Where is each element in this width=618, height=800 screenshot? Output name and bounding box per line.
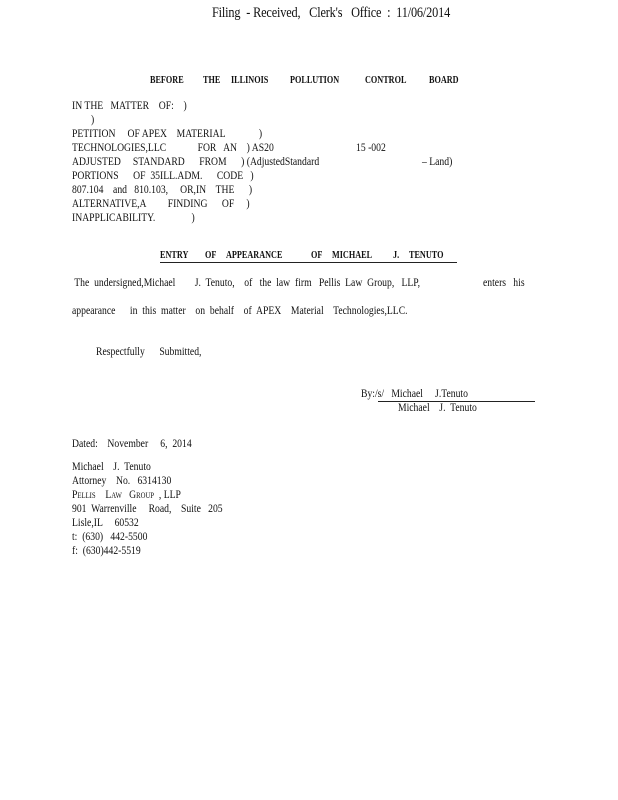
firm-word: Pellis [72, 489, 96, 501]
body-paragraph-line: appearance in this matter on behalf of APEX Material Technologies,LLC. [72, 305, 408, 317]
heading-word: ILLINOIS [231, 75, 269, 86]
firm-word: Law [105, 489, 122, 501]
caption-line: IN THE MATTER OF: ) [72, 100, 187, 112]
firm-word: , LLP [158, 489, 181, 501]
heading-word: BEFORE [150, 75, 184, 86]
contact-name: Michael J. Tenuto [72, 461, 151, 473]
city-zip: Lisle,IL 60532 [72, 517, 139, 529]
caption-line: ALTERNATIVE,A FINDING OF ) [72, 198, 250, 210]
case-number: 15 -002 [356, 142, 386, 154]
title-word: ENTRY [160, 250, 189, 261]
title-word: TENUTO [409, 250, 444, 261]
heading-word: THE [203, 75, 221, 86]
title-underline [160, 262, 457, 263]
caption-line: PETITION OF APEX MATERIAL ) [72, 128, 263, 140]
date-line: Dated: November 6, 2014 [72, 438, 192, 450]
caption-line: 807.104 and 810.103, OR,IN THE ) [72, 184, 253, 196]
signer-name: Michael J. Tenuto [398, 402, 477, 414]
attorney-number: Attorney No. 6314130 [72, 475, 172, 487]
caption-line: INAPPLICABILITY. ) [72, 212, 195, 224]
caption-line: PORTIONS OF 35ILL.ADM. CODE ) [72, 170, 254, 182]
title-word: OF [311, 250, 323, 261]
title-word: APPEARANCE [226, 250, 283, 261]
telephone: t: (630) 442-5500 [72, 531, 148, 543]
fax: f: (630)442-5519 [72, 545, 141, 557]
body-paragraph-line-end: enters his [483, 277, 525, 289]
law-firm [72, 490, 181, 502]
caption-line: ) [91, 114, 95, 126]
filing-stamp: Filing - Received, Clerk's Office : 11/06/2014 [212, 5, 451, 21]
signature-line: By:/s/ Michael J.Tenuto [361, 388, 468, 400]
heading-word: CONTROL [365, 75, 407, 86]
street-address: 901 Warrenville Road, Suite 205 [72, 503, 223, 515]
body-paragraph-line: The undersigned,Michael J. Tenuto, of the law firm Pellis Law Group, LLP, [72, 277, 421, 289]
title-word: OF [205, 250, 217, 261]
heading-word: POLLUTION [290, 75, 340, 86]
title-word: MICHAEL [332, 250, 373, 261]
title-word: J. [393, 250, 400, 261]
case-type: – Land) [422, 156, 453, 168]
firm-word: Group [129, 489, 155, 501]
caption-line: TECHNOLOGIES,LLC FOR AN ) AS20 [72, 142, 274, 154]
caption-line: ADJUSTED STANDARD FROM ) (AdjustedStandard [72, 156, 320, 168]
closing: Respectfully Submitted, [96, 346, 202, 358]
heading-word: BOARD [429, 75, 459, 86]
